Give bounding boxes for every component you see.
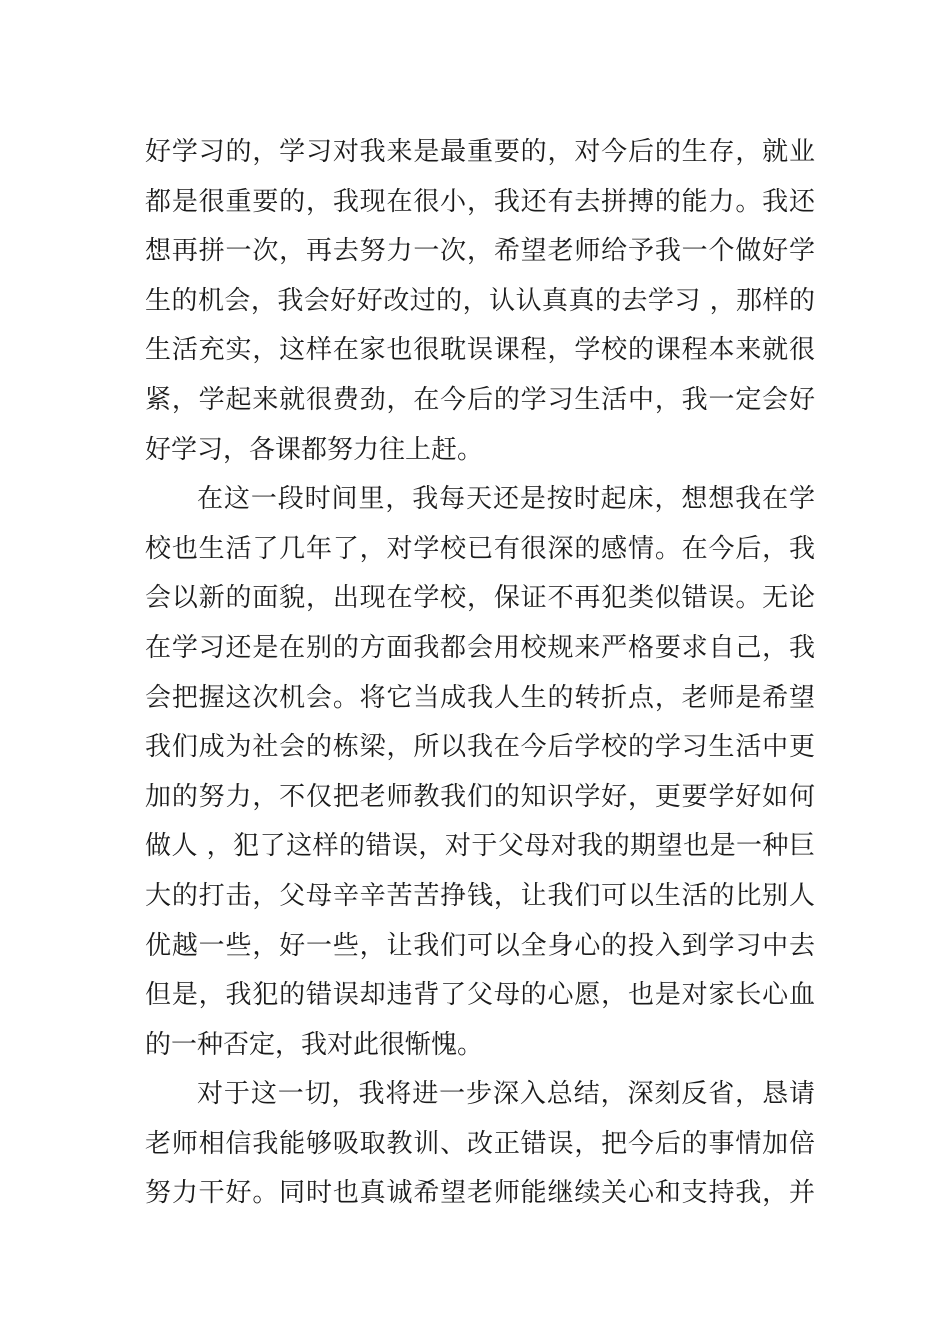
text-line: 加的努力，不仅把老师教我们的知识学好，更要学好如何 — [145, 781, 815, 812]
text-line: 优越一些，好一些，让我们可以全身心的投入到学习中去 — [145, 930, 815, 961]
text-line: 会把握这次机会。将它当成我人生的转折点，老师是希望 — [145, 682, 815, 713]
text-line: 在学习还是在别的方面我都会用校规来严格要求自己，我 — [145, 632, 815, 663]
text-line: 生活充实，这样在家也很耽误课程，学校的课程本来就很 — [145, 335, 815, 366]
document-body — [145, 128, 815, 1219]
text-line: 大的打击，父母辛辛苦苦挣钱，让我们可以生活的比别人 — [145, 880, 815, 911]
text-line: 努力干好。同时也真诚希望老师能继续关心和支持我，并 — [145, 1178, 815, 1209]
text-line: 我们成为社会的栋梁，所以我在今后学校的学习生活中更 — [145, 732, 815, 763]
text-line: 做人 ，犯了这样的错误，对于父母对我的期望也是一种巨 — [145, 831, 815, 862]
text-line: 校也生活了几年了，对学校已有很深的感情。在今后，我 — [145, 533, 815, 564]
text-line: 会以新的面貌，出现在学校，保证不再犯类似错误。无论 — [145, 583, 815, 614]
text-line: 好学习，各课都努力往上赶。 — [145, 434, 484, 465]
text-line: 在这一段时间里，我每天还是按时起床，想想我在学 — [197, 484, 815, 515]
text-line: 好学习的，学习对我来是最重要的，对今后的生存，就业 — [145, 137, 815, 167]
text-line: 想再拼一次，再去努力一次，希望老师给予我一个做好学 — [145, 236, 815, 267]
paragraph-1 — [145, 128, 815, 475]
text-line: 但是，我犯的错误却违背了父母的心愿，也是对家长心血 — [145, 980, 815, 1011]
text-line: 的一种否定，我对此很惭愧。 — [145, 1029, 484, 1060]
text-line: 紧，学起来就很费劲，在今后的学习生活中，我一定会好 — [145, 384, 815, 415]
text-line: 都是很重要的，我现在很小，我还有去拼搏的能力。我还 — [145, 186, 815, 217]
paragraph-2 — [145, 475, 815, 1070]
paragraph-3 — [145, 1070, 815, 1219]
text-line: 生的机会，我会好好改过的，认认真真的去学习 ，那样的 — [145, 285, 815, 316]
text-line: 老师相信我能够吸取教训、改正错误，把今后的事情加倍 — [145, 1128, 815, 1159]
text-line: 对于这一切，我将进一步深入总结，深刻反省，恳请 — [197, 1079, 815, 1110]
